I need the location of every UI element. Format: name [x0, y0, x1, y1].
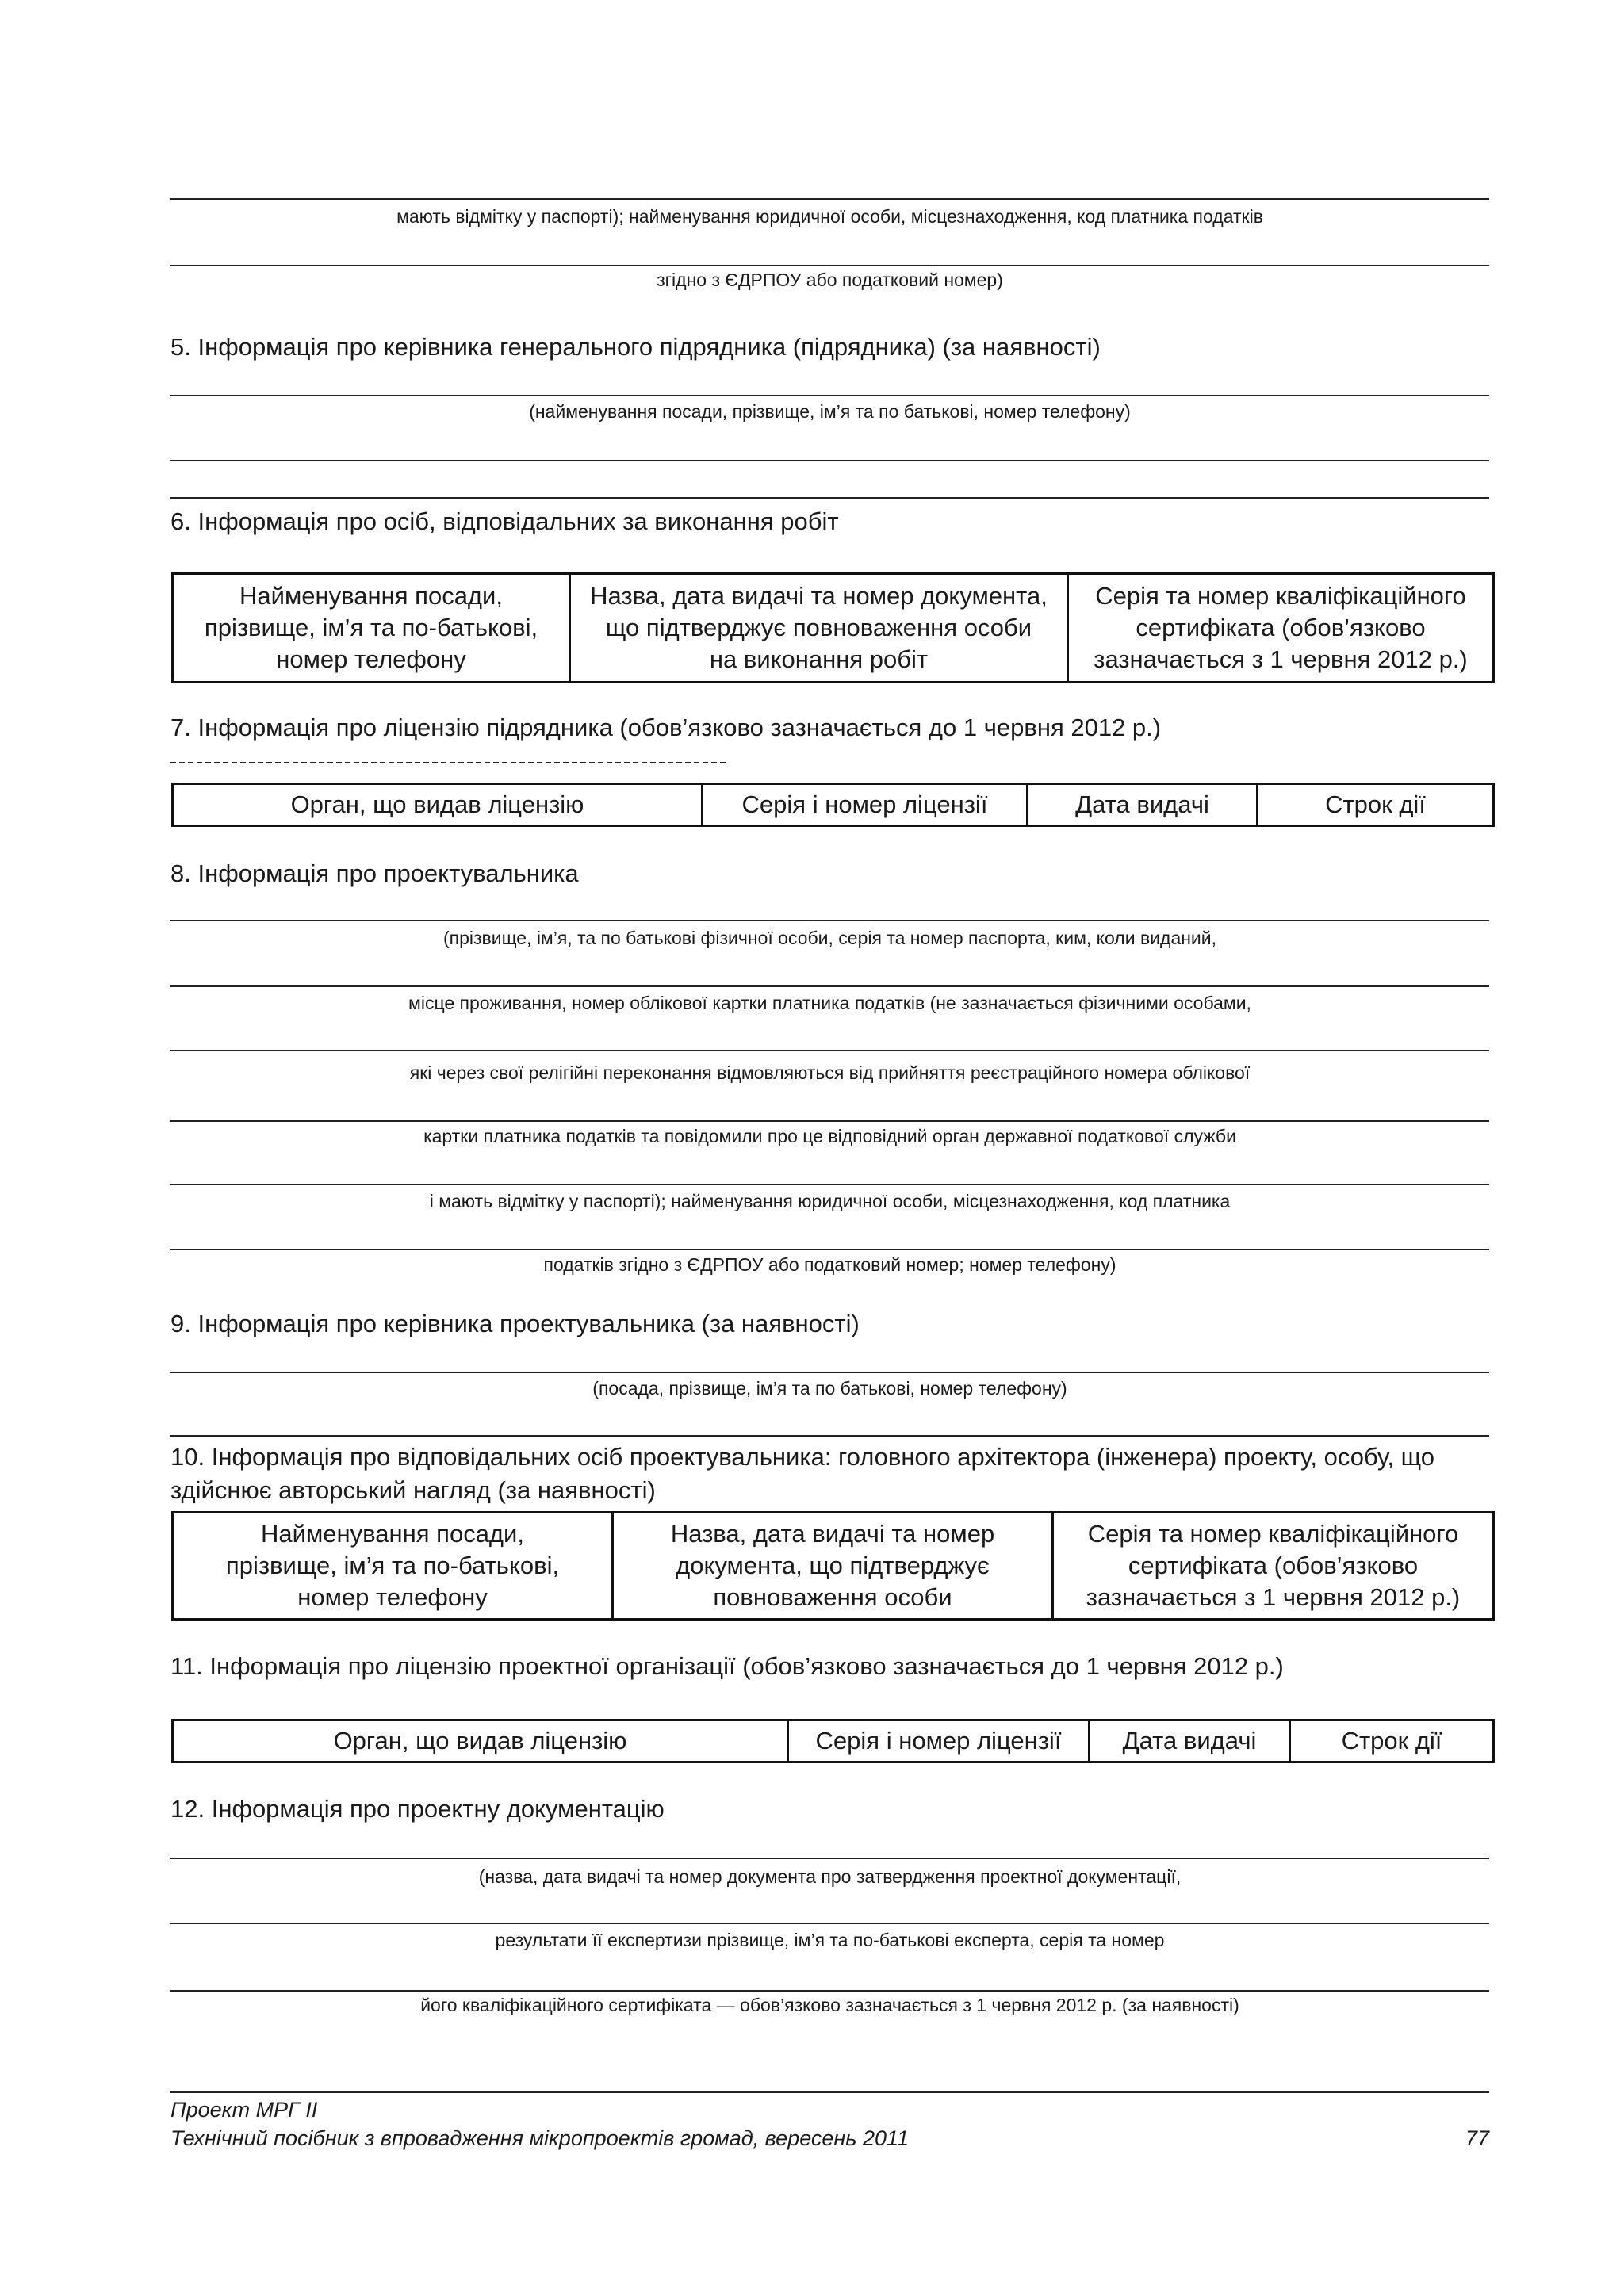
table-header-cell: Серія і номер ліцензії	[788, 1720, 1090, 1762]
table-header-cell: Строк дії	[1258, 784, 1494, 826]
section-5-heading: 5. Інформація про керівника генерального підрядника (підрядника) (за наявності)	[170, 333, 1101, 361]
field-caption: картки платника податків та повідомили про це відповідний орган державної податкової служби	[423, 1126, 1236, 1146]
fill-line	[170, 1249, 1489, 1250]
table-header-cell: Серія та номер кваліфікаційного сертифіката (обов’язково зазначається з 1 червня 2012 р.)	[1068, 574, 1494, 683]
fill-line	[170, 985, 1489, 987]
fill-line	[170, 1858, 1489, 1859]
table-header-cell: Найменування посади, прізвище, ім’я та по-батькові, номер телефону	[173, 1513, 613, 1620]
footer-publication-title: Технічний посібник з впровадження мікропроектів громад, вересень 2011	[170, 2126, 910, 2150]
table-header-cell: Серія і номер ліцензії	[703, 784, 1028, 826]
fill-line	[170, 1050, 1489, 1051]
table-header-cell: Дата видачі	[1090, 1720, 1290, 1762]
field-caption: результати її експертизи прізвище, ім’я та по-батькові експерта, серія та номер	[495, 1930, 1165, 1950]
section-8-heading: 8. Інформація про проектувальника	[170, 859, 579, 887]
designer-responsible-persons-table	[171, 1511, 1495, 1621]
section-11-heading: 11. Інформація про ліцензію проектної організації (обов’язково зазначається до 1 червня 2012 р.)	[170, 1652, 1284, 1680]
table-header-cell: Найменування посади, прізвище, ім’я та по-батькові, номер телефону	[173, 574, 570, 683]
field-caption: (посада, прізвище, ім’я та по батькові, номер телефону)	[592, 1378, 1067, 1399]
fill-line	[170, 920, 1489, 921]
field-caption: його кваліфікаційного сертифіката — обов’язково зазначається з 1 червня 2012 р. (за наявності)	[420, 1995, 1239, 2015]
section-10-heading: 10. Інформація про відповідальних осіб проектувальника: головного архітектора (інженера) проекту, особу, що	[170, 1443, 1435, 1471]
field-caption: згідно з ЄДРПОУ або податковий номер)	[657, 270, 1003, 290]
responsible-persons-table	[171, 572, 1495, 683]
field-caption: мають відмітку у паспорті); найменування юридичної особи, місцезнаходження, код платника податків	[396, 206, 1263, 227]
table-header-cell: Орган, що видав ліцензію	[173, 1720, 788, 1762]
field-caption: які через свої релігійні переконання відмовляються від прийняття реєстраційного номера облікової	[409, 1062, 1251, 1083]
field-caption: (назва, дата видачі та номер документа про затвердження проектної документації,	[478, 1866, 1182, 1887]
fill-line	[170, 1990, 1489, 1992]
section-9-heading: 9. Інформація про керівника проектувальника (за наявності)	[170, 1310, 860, 1337]
design-org-license-table	[171, 1719, 1495, 1763]
section-6-heading: 6. Інформація про осіб, відповідальних за виконання робіт	[170, 507, 839, 535]
table-header-cell: Дата видачі	[1028, 784, 1258, 826]
table-header-cell: Орган, що видав ліцензію	[173, 784, 703, 826]
field-caption: місце проживання, номер облікової картки платника податків (не зазначається фізичними особами,	[408, 993, 1251, 1013]
fill-line	[170, 1435, 1489, 1437]
field-caption: податків згідно з ЄДРПОУ або податковий номер; номер телефону)	[543, 1254, 1116, 1275]
section-7-heading: 7. Інформація про ліцензію підрядника (обов’язково зазначається до 1 червня 2012 р.)	[170, 714, 1162, 741]
table-header-cell: Серія та номер кваліфікаційного сертифіката (обов’язково зазначається з 1 червня 2012 р.)	[1053, 1513, 1494, 1620]
section-10-heading-continued: здійснює авторський нагляд (за наявності)	[170, 1476, 656, 1504]
table-header-cell: Назва, дата видачі та номер документа, що підтверджує повноваження особи на виконання робіт	[570, 574, 1068, 683]
fill-line	[170, 1120, 1489, 1122]
fill-line	[170, 395, 1489, 396]
field-caption: і мають відмітку у паспорті); найменування юридичної особи, місцезнаходження, код платника	[429, 1191, 1231, 1211]
dashed-line	[170, 762, 726, 763]
table-header-cell: Строк дії	[1290, 1720, 1494, 1762]
fill-line	[170, 460, 1489, 461]
fill-line	[170, 497, 1489, 499]
contractor-license-table	[171, 783, 1495, 827]
table-header-cell: Назва, дата видачі та номер документа, що підтверджує повноваження особи	[613, 1513, 1053, 1620]
section-12-heading: 12. Інформація про проектну документацію	[170, 1795, 665, 1823]
fill-line	[170, 1923, 1489, 1924]
fill-line	[170, 198, 1489, 200]
page-number: 77	[1465, 2126, 1489, 2150]
fill-line	[170, 1184, 1489, 1185]
field-caption: (найменування посади, прізвище, ім’я та по батькові, номер телефону)	[529, 401, 1131, 422]
field-caption: (прізвище, ім’я, та по батькові фізичної особи, серія та номер паспорта, ким, коли виданий,	[442, 928, 1217, 948]
footer-project-name: Проект МРГ ІІ	[170, 2098, 318, 2122]
fill-line	[170, 265, 1489, 266]
fill-line	[170, 1372, 1489, 1373]
footer-rule	[170, 2091, 1489, 2093]
